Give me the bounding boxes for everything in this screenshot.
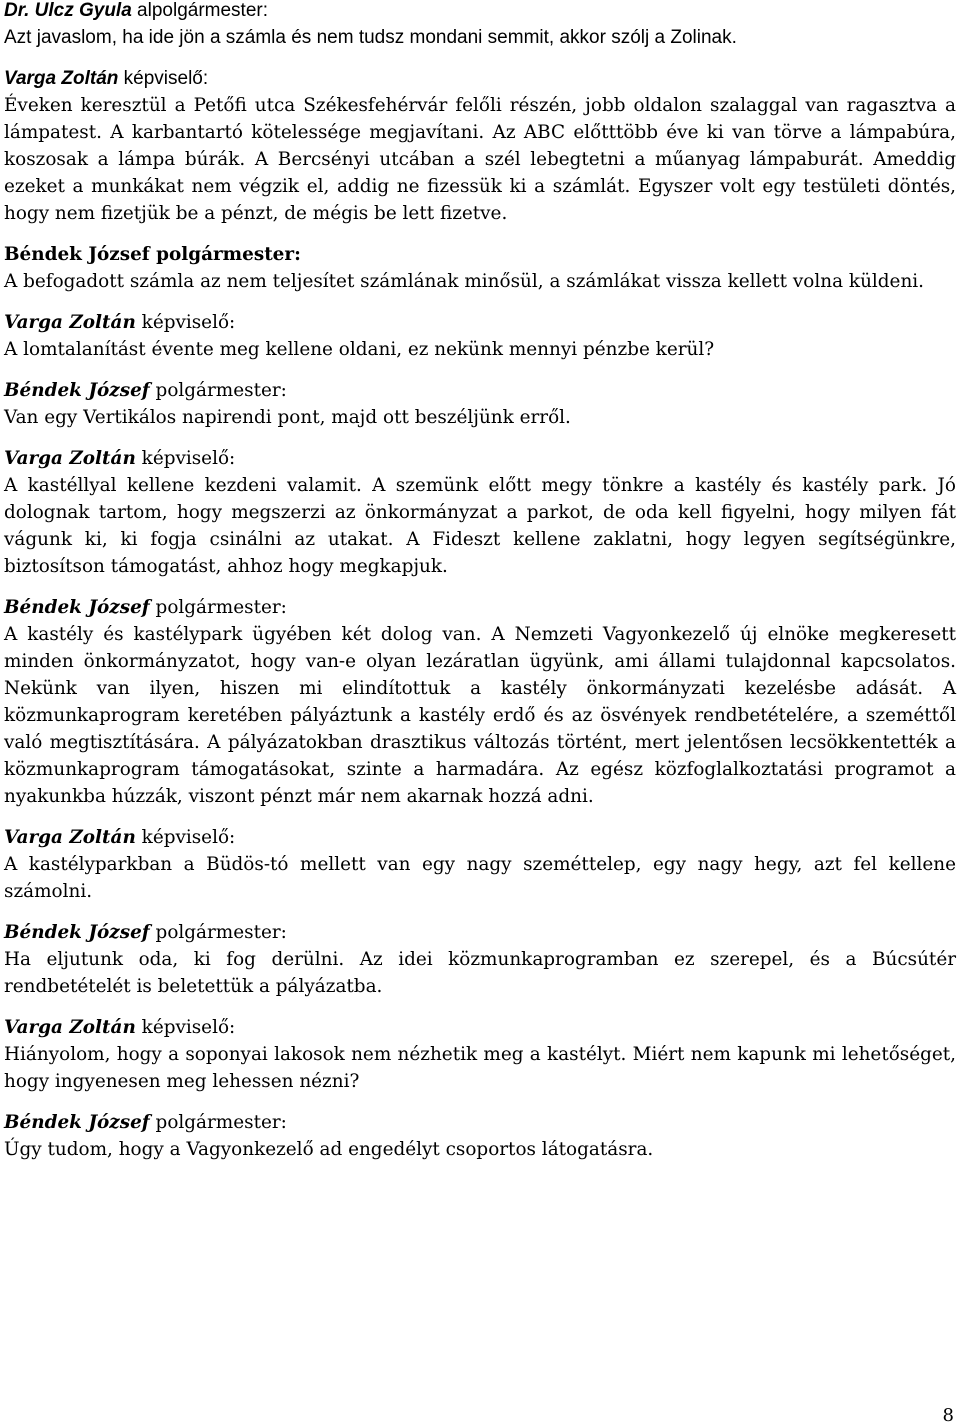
speech-text: A kastéllyal kellene kezdeni valamit. A szemünk előtt megy tönkre a kastély és kastély park. Jó dolognak tartom, hogy megszerzi az önkormányzat a parkot, de oda kell figyelni, hogy milyen fát vágunk ki, ki fogja csinálni az utakat. A Fideszt kellene zaklatni, hogy legyen segítségünkre, biztosítson támogatást, ahhoz hogy megkapjuk.	[4, 475, 956, 577]
speech-text: Van egy Vertikálos napirendi pont, majd ott beszéljünk erről.	[4, 407, 571, 428]
speech-entry	[4, 919, 956, 1000]
speaker-role: polgármester:	[149, 380, 287, 401]
minutes-page	[4, 0, 956, 1163]
speech-entry	[4, 65, 956, 227]
speaker-name: Béndek József	[4, 380, 150, 401]
speech-text: Hiányolom, hogy a soponyai lakosok nem nézhetik meg a kastélyt. Miért nem kapunk mi lehetőséget, hogy ingyenesen meg lehessen nézni?	[4, 1044, 956, 1092]
speaker-name: Varga Zoltán	[4, 1017, 136, 1038]
page-number: 8	[942, 1405, 954, 1426]
speaker-line	[4, 241, 956, 268]
speaker-line	[4, 377, 956, 404]
speaker-role: polgármester:	[149, 1112, 287, 1133]
speaker-role: képviselő:	[135, 312, 236, 333]
speaker-role: képviselő:	[135, 1017, 236, 1038]
speaker-role: képviselő:	[135, 448, 236, 469]
speech-text: A lomtalanítást évente meg kellene oldani, ez nekünk mennyi pénzbe kerül?	[4, 339, 715, 360]
speaker-name: Varga Zoltán	[4, 448, 136, 469]
speaker-line	[4, 594, 956, 621]
speaker-role: alpolgármester:	[131, 0, 269, 21]
speaker-line	[4, 309, 956, 336]
speaker-name: Béndek József	[4, 597, 150, 618]
speaker-role: képviselő:	[135, 827, 236, 848]
speaker-role: polgármester:	[149, 597, 287, 618]
speaker-name: Varga Zoltán	[4, 312, 136, 333]
speaker-name: Béndek József	[4, 1112, 150, 1133]
speech-text: A befogadott számla az nem teljesítet számlának minősül, a számlákat vissza kellett volna küldeni.	[4, 271, 925, 292]
speaker-line	[4, 0, 956, 24]
speech-text: A kastély és kastélypark ügyében két dolog van. A Nemzeti Vagyonkezelő új elnöke megkeresett minden önkormányzatot, hogy van-e olyan lezáratlan ügyünk, ami állami tulajdonnal kapcsolatos. Nekünk van ilyen, hiszen mi elindítottuk a kastély önkormányzati kezelésbe adását. A közmunkaprogram keretében pályáztunk a kastély erdő és az ösvények rendbetételére, a szeméttől való megtisztítására. A pályázatokban drasztikus változás történt, mert jelentősen lecsökkentették a közmunkaprogram támogatásokat, szinte a harmadára. Az egész közfoglalkoztatási programot a nyakunkba húzzák, viszont pénzt már nem akarnak hozzá adni.	[4, 624, 956, 807]
speaker-line	[4, 65, 956, 92]
speech-entry	[4, 241, 956, 295]
speech-text: Úgy tudom, hogy a Vagyonkezelő ad engedélyt csoportos látogatásra.	[4, 1139, 654, 1160]
speech-text: Ha eljutunk oda, ki fog derülni. Az idei közmunkaprogramban ez szerepel, és a Búcsútér rendbetételét is beletettük a pályázatba.	[4, 949, 956, 997]
speaker-name: Varga Zoltán	[4, 68, 119, 89]
speaker-name: Béndek József polgármester:	[4, 244, 301, 265]
speaker-line	[4, 824, 956, 851]
speaker-line	[4, 919, 956, 946]
speaker-line	[4, 1109, 956, 1136]
speech-entry	[4, 309, 956, 363]
speaker-role: polgármester:	[149, 922, 287, 943]
speech-entry	[4, 824, 956, 905]
speech-entry	[4, 445, 956, 580]
speech-entry	[4, 594, 956, 810]
speaker-name: Varga Zoltán	[4, 827, 136, 848]
speech-entry	[4, 1014, 956, 1095]
speaker-line	[4, 445, 956, 472]
speaker-role: képviselő:	[118, 68, 209, 89]
speech-entry	[4, 377, 956, 431]
speaker-name: Béndek József	[4, 922, 150, 943]
speaker-line	[4, 1014, 956, 1041]
speech-text: Azt javaslom, ha ide jön a számla és nem tudsz mondani semmit, akkor szólj a Zolinak.	[4, 27, 737, 48]
speech-text: A kastélyparkban a Büdös-tó mellett van egy nagy szeméttelep, egy nagy hegy, azt fel kellene számolni.	[4, 854, 956, 902]
speaker-name: Dr. Ulcz Gyula	[4, 0, 132, 21]
speech-entry	[4, 0, 956, 51]
speech-entry	[4, 1109, 956, 1163]
speech-text: Éveken keresztül a Petőfi utca Székesfehérvár felőli részén, jobb oldalon szalaggal van ragasztva a lámpatest. A karbantartó kötelessége megjavítani. Az ABC előtttöbb éve ki van törve a lámpabúra, koszosak a lámpa búrák. A Bercsényi utcában a szél lebegtetni a műanyag lámpaburát. Ameddig ezeket a munkákat nem végzik el, addig ne fizessük ki a számlát. Egyszer volt egy testületi döntés, hogy nem fizetjük be a pénzt, de mégis be lett fizetve.	[4, 95, 956, 224]
